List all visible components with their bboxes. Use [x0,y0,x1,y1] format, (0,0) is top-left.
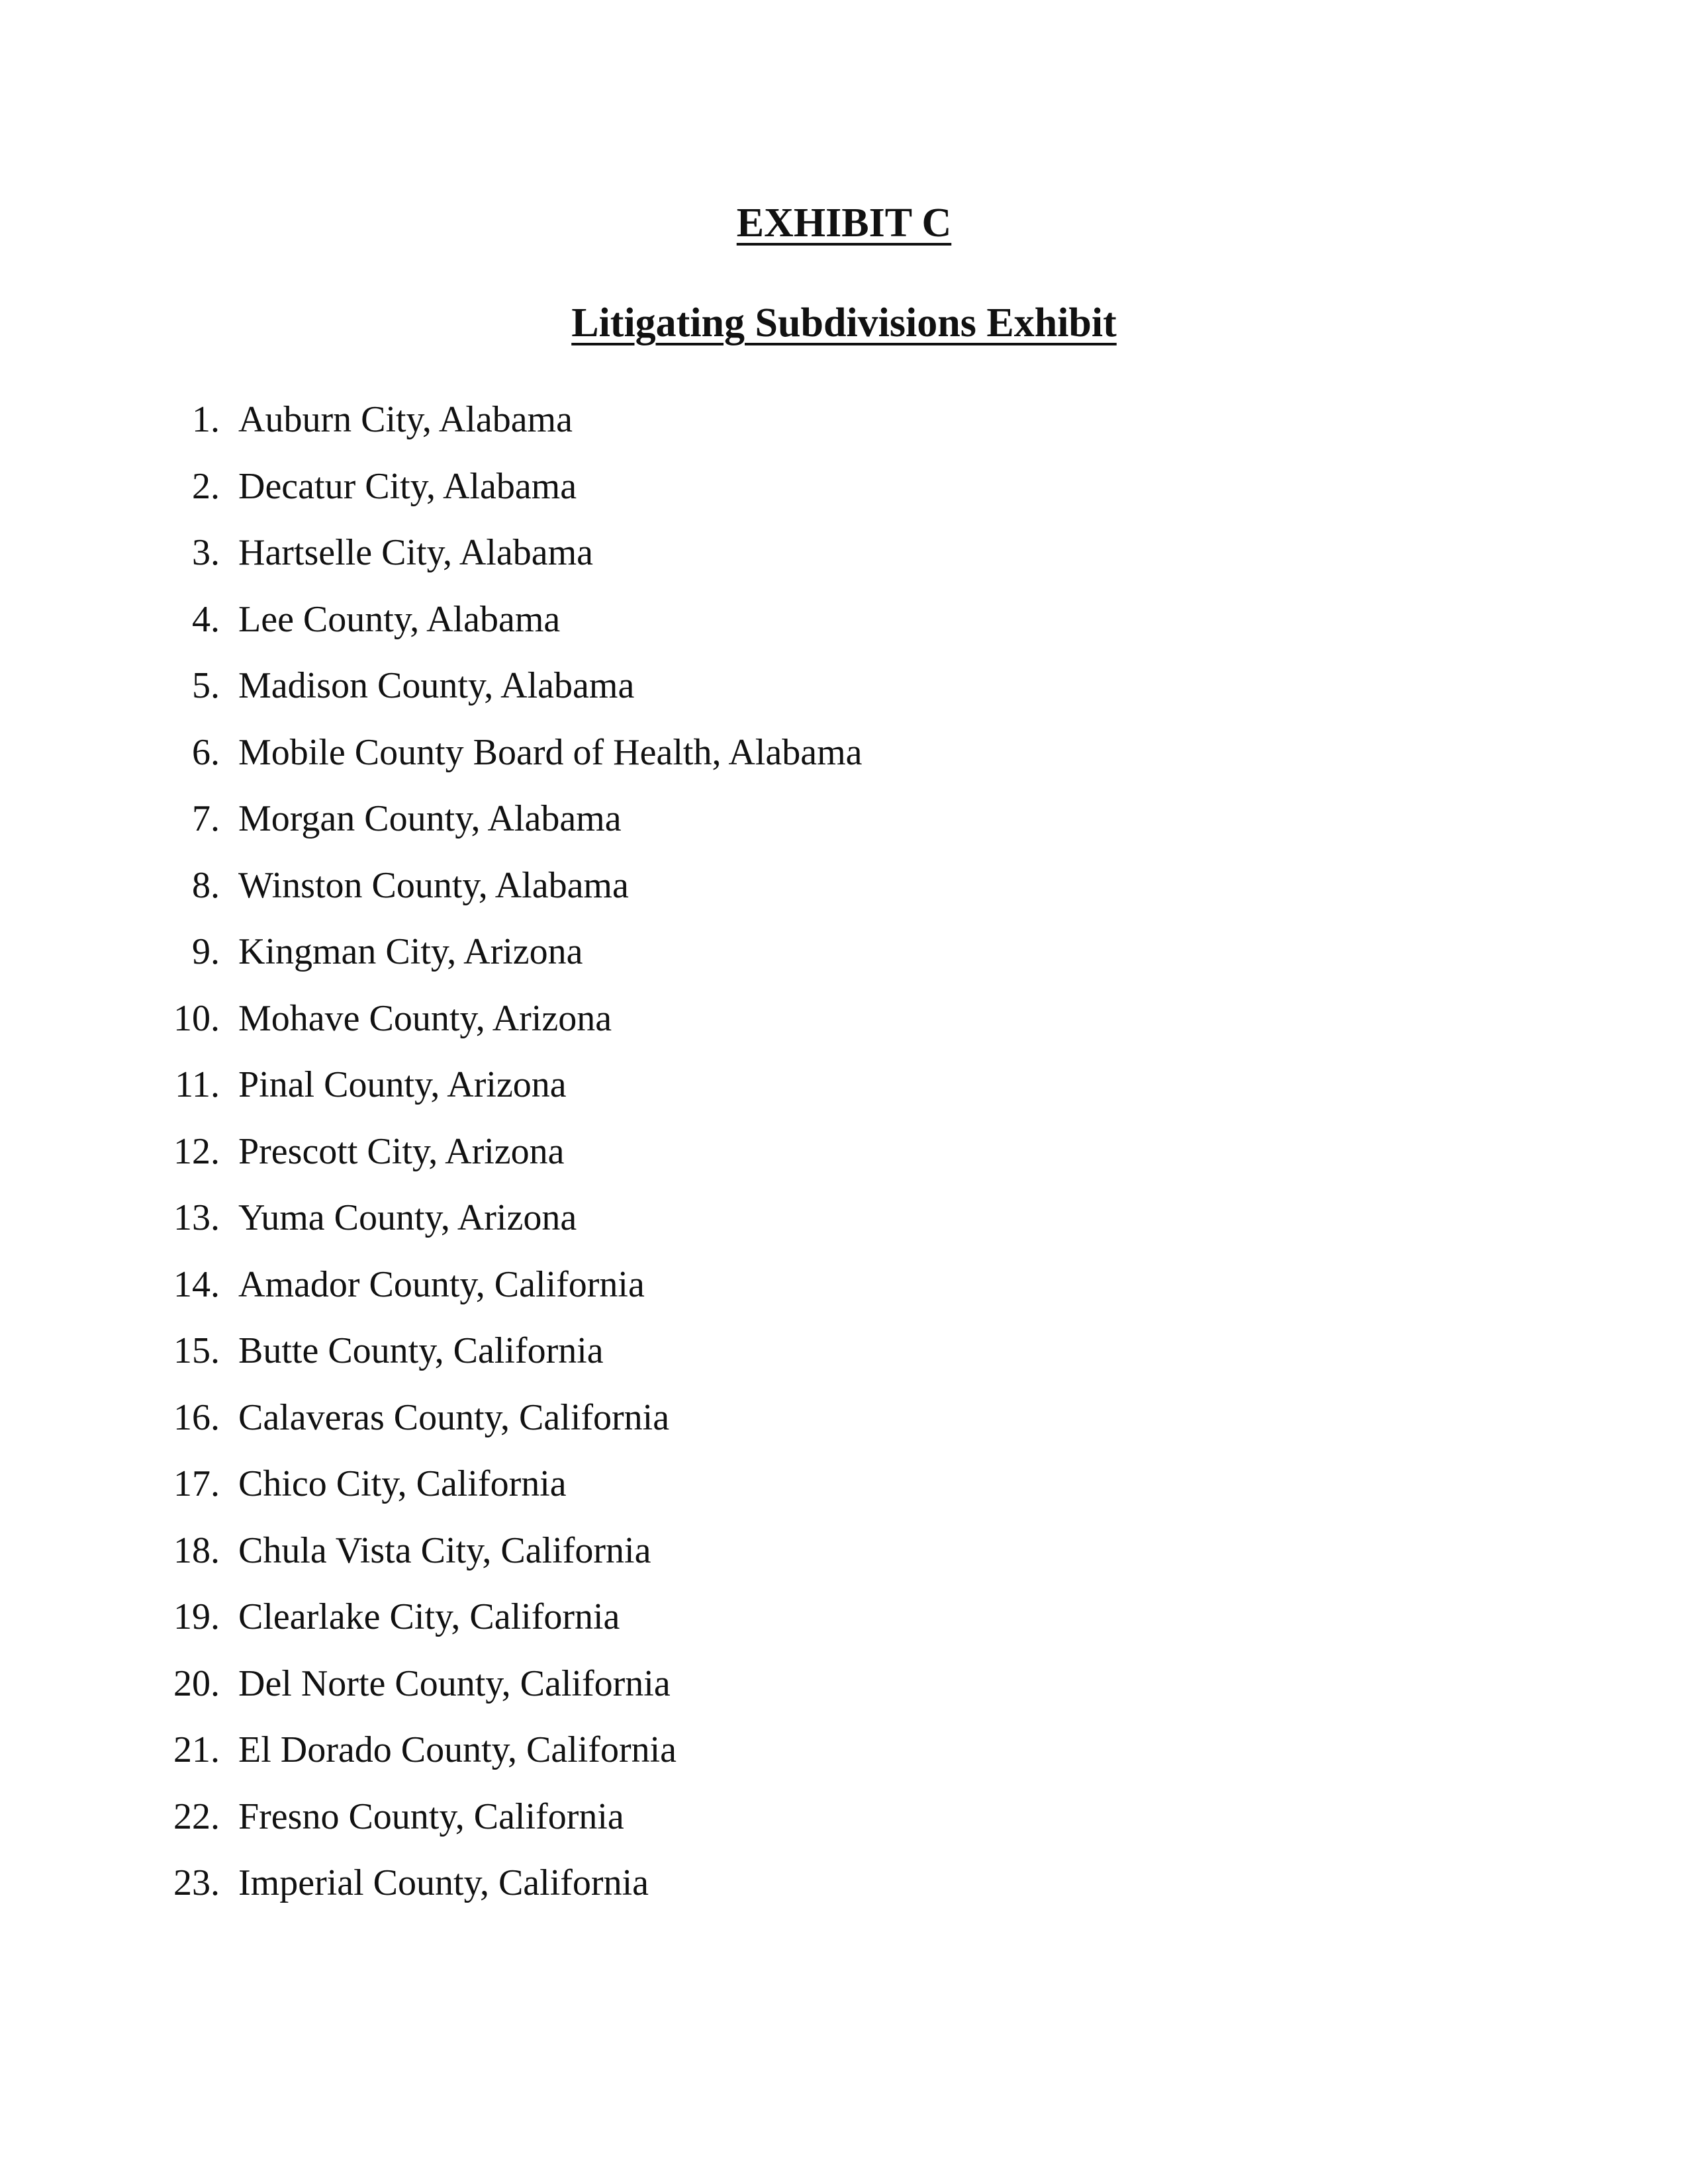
list-item-number: 20. [173,1662,220,1704]
list-item-text: Lee County, Alabama [238,598,561,640]
page-subtitle: Litigating Subdivisions Exhibit [571,300,1117,345]
list-item-number: 21. [173,1729,220,1770]
list-item-number: 9. [192,931,220,972]
list-item-text: Winston County, Alabama [238,864,629,906]
page-title: EXHIBIT C [736,201,952,246]
list-item-number: 6. [192,731,220,773]
list-item-text: Fresno County, California [238,1796,624,1837]
list-item-text: Pinal County, Arizona [238,1064,567,1105]
list-item-number: 11. [175,1064,220,1105]
list-item-number: 17. [173,1463,220,1504]
list-item-number: 7. [192,798,220,839]
list-item-text: Madison County, Alabama [238,665,635,706]
list-item-text: Chula Vista City, California [238,1529,651,1571]
list-item-text: Butte County, California [238,1330,604,1371]
list-item-text: Chico City, California [238,1463,567,1504]
list-item-text: Calaveras County, California [238,1396,670,1438]
list-item-number: 15. [173,1330,220,1371]
list-item-text: Del Norte County, California [238,1662,671,1704]
list-item-number: 22. [173,1796,220,1837]
list-item-number: 2. [192,465,220,507]
list-item-text: Mobile County Board of Health, Alabama [238,731,863,773]
list-item-text: Kingman City, Arizona [238,931,583,972]
list-item-text: Amador County, California [238,1263,645,1305]
list-item-text: Morgan County, Alabama [238,798,622,839]
list-item-text: Hartselle City, Alabama [238,532,593,573]
list-item-text: Imperial County, California [238,1862,649,1903]
list-item-number: 12. [173,1130,220,1172]
list-item-text: Mohave County, Arizona [238,997,612,1039]
list-item-number: 4. [192,598,220,640]
list-item-number: 8. [192,864,220,906]
list-item-text: Auburn City, Alabama [238,399,573,440]
list-item-number: 1. [192,399,220,440]
list-item-number: 16. [173,1396,220,1438]
list-item-number: 10. [173,997,220,1039]
list-item-text: Decatur City, Alabama [238,465,577,507]
list-item-text: Clearlake City, California [238,1596,620,1637]
list-item-number: 5. [192,665,220,706]
list-item-number: 14. [173,1263,220,1305]
list-item-text: Yuma County, Arizona [238,1197,577,1238]
list-item-number: 19. [173,1596,220,1637]
list-item-number: 13. [173,1197,220,1238]
list-item-text: Prescott City, Arizona [238,1130,565,1172]
list-item-number: 23. [173,1862,220,1903]
list-item-number: 18. [173,1529,220,1571]
list-item-text: El Dorado County, California [238,1729,677,1770]
list-item-number: 3. [192,532,220,573]
